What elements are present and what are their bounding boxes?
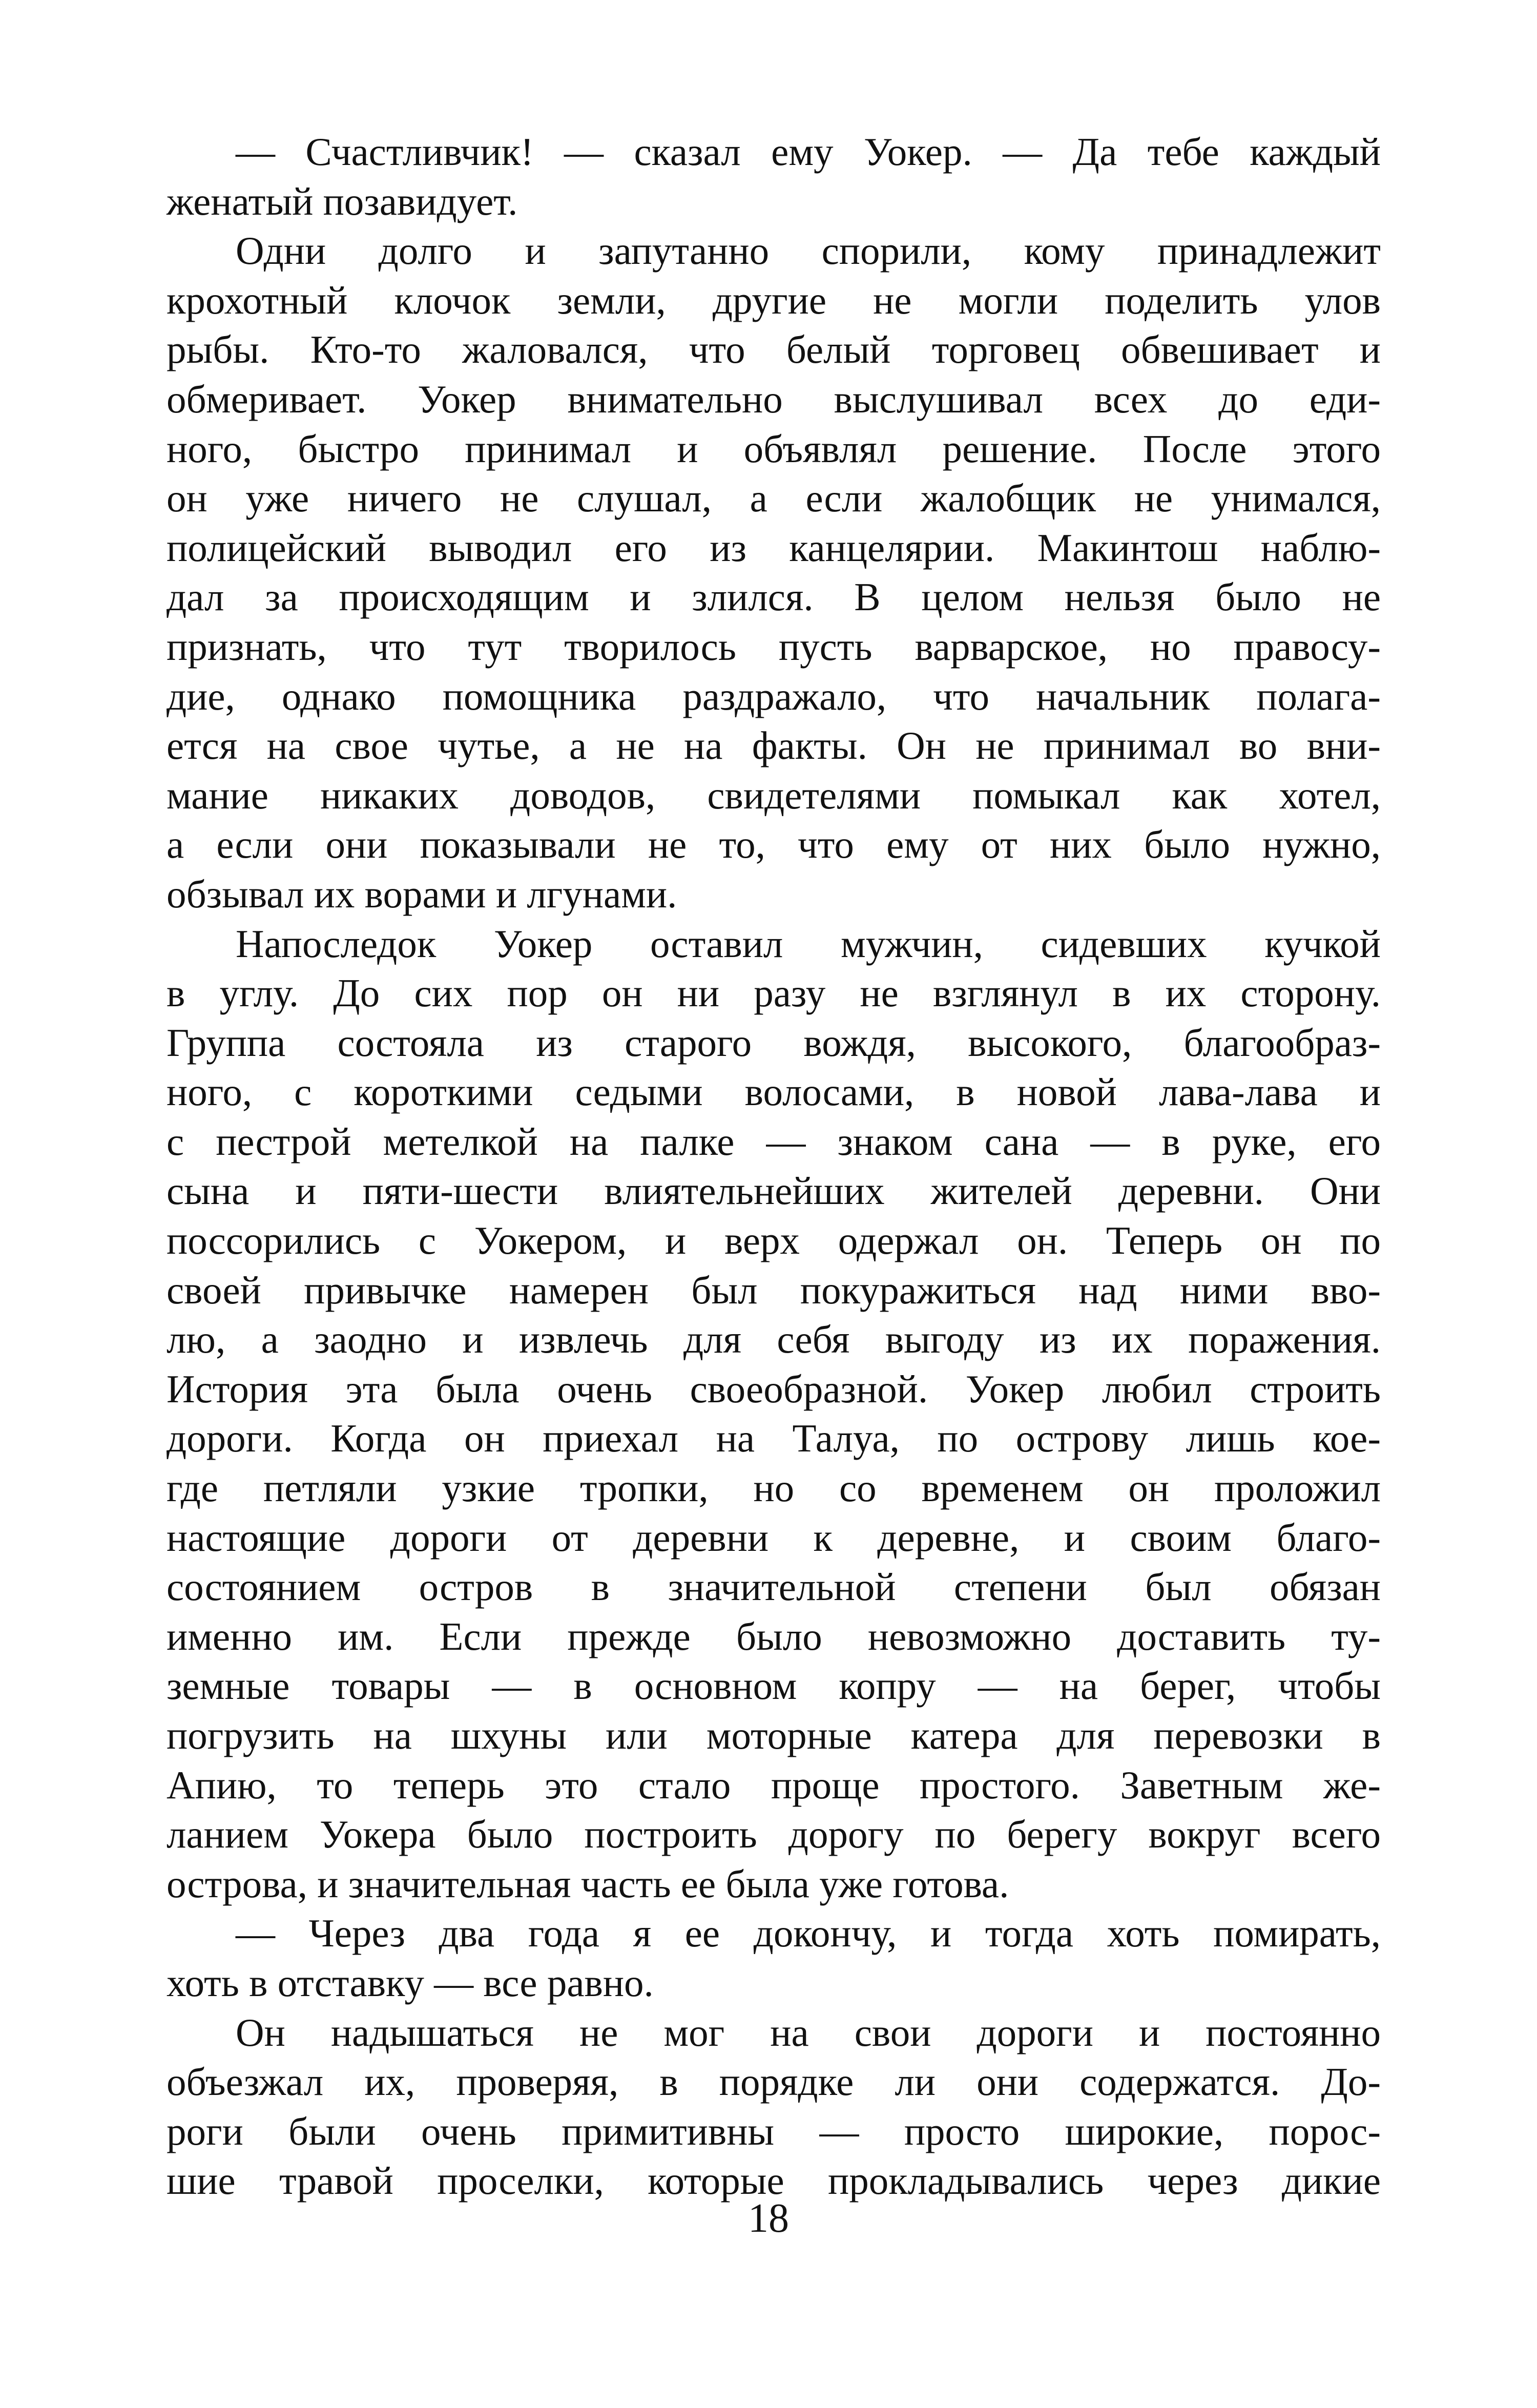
text-line: ного, быстро принимал и объявлял решение. После этого xyxy=(167,426,1381,471)
text-line: полицейский выводил его из канцелярии. Макинтош наблю- xyxy=(167,525,1381,570)
text-line: обзывал их ворами и лгунами. xyxy=(167,871,677,916)
text-line: с пестрой метелкой на палке — знаком сана — в руке, его xyxy=(167,1119,1381,1164)
text-line: состоянием остров в значительной степени был обязан xyxy=(167,1565,1381,1609)
text-line: обмеривает. Уокер внимательно выслушивал всех до еди- xyxy=(167,377,1381,421)
text-line: — Через два года я ее докончу, и тогда хоть помирать, xyxy=(236,1911,1381,1956)
text-line: дал за происходящим и злился. В целом нельзя было не xyxy=(167,575,1381,619)
text-line: хоть в отставку — все равно. xyxy=(167,1960,654,2005)
text-line: шие травой проселки, которые прокладывались через дикие xyxy=(167,2158,1381,2203)
text-line: Апию, то теперь это стало проще простого. Заветным же- xyxy=(167,1762,1381,1807)
text-line: Группа состояла из старого вождя, высокого, благообраз- xyxy=(167,1020,1381,1065)
text-line: своей привычке намерен был покуражиться над ними вво- xyxy=(167,1268,1381,1312)
text-line: рыбы. Кто-то жаловался, что белый торговец обвешивает и xyxy=(167,327,1381,372)
text-line: дороги. Когда он приехал на Талуа, по острову лишь кое- xyxy=(167,1416,1381,1461)
text-line: ного, с короткими седыми волосами, в новой лава-лава и xyxy=(167,1070,1381,1114)
text-line: в углу. До сих пор он ни разу не взглянул в их сторону. xyxy=(167,971,1381,1015)
text-line: настоящие дороги от деревни к деревне, и своим благо- xyxy=(167,1515,1381,1560)
page-number: 18 xyxy=(748,2196,789,2241)
text-line: а если они показывали не то, что ему от них было нужно, xyxy=(167,822,1381,867)
text-line: сына и пяти-шести влиятельнейших жителей деревни. Они xyxy=(167,1169,1381,1213)
text-line: признать, что тут творилось пусть варварское, но правосу- xyxy=(167,624,1381,669)
text-line: Напоследок Уокер оставил мужчин, сидевших кучкой xyxy=(236,921,1381,966)
text-line: он уже ничего не слушал, а если жалобщик не унимался, xyxy=(167,476,1381,521)
text-line: ланием Уокера было построить дорогу по берегу вокруг всего xyxy=(167,1812,1381,1857)
text-line: крохотный клочок земли, другие не могли поделить улов xyxy=(167,278,1381,322)
text-line: объезжал их, проверяя, в порядке ли они содержатся. До- xyxy=(167,2060,1381,2104)
text-line: — Счастливчик! — сказал ему Уокер. — Да тебе каждый xyxy=(236,130,1381,174)
text-line: поссорились с Уокером, и верх одержал он. Теперь он по xyxy=(167,1218,1381,1263)
text-line: женатый позавидует. xyxy=(167,179,518,223)
text-line: ется на свое чутье, а не на факты. Он не принимал во вни- xyxy=(167,723,1381,768)
text-line: дие, однако помощника раздражало, что начальник полага- xyxy=(167,674,1381,718)
text-line: Он надышаться не мог на свои дороги и постоянно xyxy=(236,2010,1381,2054)
text-line: острова, и значительная часть ее была уже готова. xyxy=(167,1861,1009,1906)
text-line: История эта была очень своеобразной. Уокер любил строить xyxy=(167,1366,1381,1411)
text-line: погрузить на шхуны или моторные катера для перевозки в xyxy=(167,1713,1381,1757)
text-line: где петляли узкие тропки, но со временем он проложил xyxy=(167,1466,1381,1510)
body-text xyxy=(167,127,1381,2206)
text-line: именно им. Если прежде было невозможно доставить ту- xyxy=(167,1614,1381,1658)
text-line: Одни долго и запутанно спорили, кому принадлежит xyxy=(236,229,1381,273)
text-line: мание никаких доводов, свидетелями помыкал как хотел, xyxy=(167,773,1381,817)
text-line: роги были очень примитивны — просто широкие, порос- xyxy=(167,2109,1381,2153)
text-line: земные товары — в основном копру — на берег, чтобы xyxy=(167,1664,1381,1708)
text-line: лю, а заодно и извлечь для себя выгоду из их поражения. xyxy=(167,1317,1381,1362)
